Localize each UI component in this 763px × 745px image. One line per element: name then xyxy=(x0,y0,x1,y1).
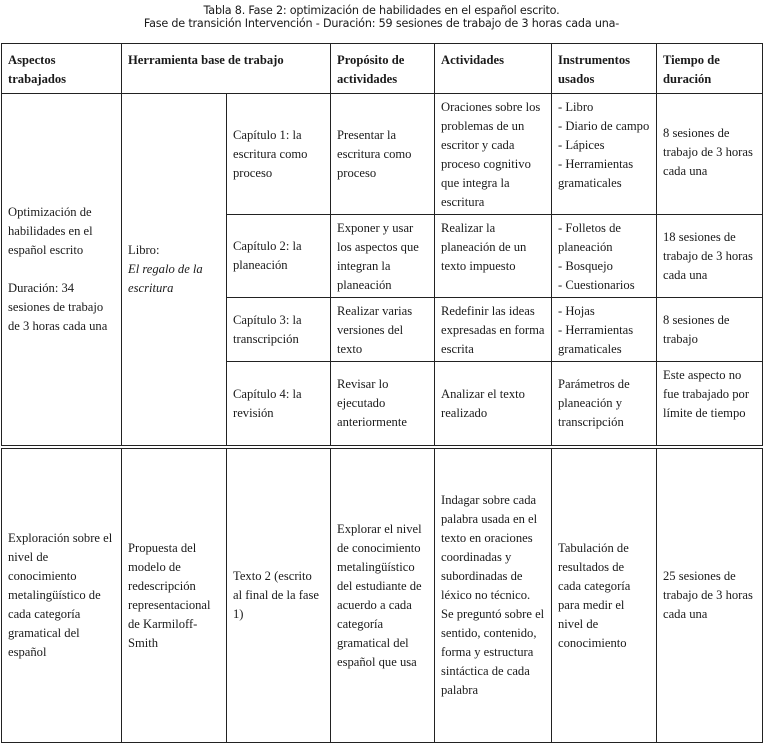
instrumentos-cell: Tabulación de resultados de cada categoría para medir el nivel de conocimiento xyxy=(552,449,657,743)
capitulo-cell: Capítulo 1: la escritura como proceso xyxy=(227,94,331,215)
aspecto-duracion: Duración: 34 sesiones de trabajo de 3 horas cada una xyxy=(8,281,108,333)
tiempo-cell: 18 sesiones de trabajo de 3 horas cada una xyxy=(657,215,763,298)
tiempo-cell: 8 sesiones de trabajo de 3 horas cada una xyxy=(657,94,763,215)
proposito-cell: Exponer y usar los aspectos que integran la planeación xyxy=(331,215,435,298)
texto-cell: Texto 2 (escrito al final de la fase 1) xyxy=(227,449,331,743)
header-herramienta: Herramienta base de trabajo xyxy=(122,44,331,94)
actividades-part-1: Indagar sobre cada palabra usada en el texto en oraciones coordinadas y subordinadas de léxico no técnico. xyxy=(441,493,538,602)
tiempo-cell: 8 sesiones de trabajo xyxy=(657,298,763,362)
header-tiempo: Tiempo de duración xyxy=(657,44,763,94)
capitulo-cell: Capítulo 3: la transcripción xyxy=(227,298,331,362)
instrumentos-cell xyxy=(552,215,657,298)
instrumento-item: - Herramientas gramaticales xyxy=(558,323,634,356)
table-row xyxy=(2,449,763,743)
header-row xyxy=(2,44,763,94)
instrumentos-cell xyxy=(552,362,657,446)
header-actividades: Actividades xyxy=(435,44,552,94)
libro-label: Libro: xyxy=(128,243,160,257)
instrumento-item: - Diario de campo xyxy=(558,119,650,133)
header-instrumentos: Instrumentos usados xyxy=(552,44,657,94)
actividades-cell: Redefinir las ideas expresadas en forma escrita xyxy=(435,298,552,362)
libro-cell xyxy=(122,94,227,446)
instrumento-item: - Lápices xyxy=(558,138,605,152)
exploracion-cell: Exploración sobre el nivel de conocimiento metalingüístico de cada categoría gramatical del español xyxy=(2,449,122,743)
caption-line-1: Tabla 8. Fase 2: optimización de habilidades en el español escrito. xyxy=(203,4,560,17)
header-aspectos: Aspectos trabajados xyxy=(2,44,122,94)
instrumentos-cell xyxy=(552,298,657,362)
caption-line-2: Fase de transición Intervención - Duración: 59 sesiones de trabajo de 3 horas cada una- xyxy=(143,17,620,30)
proposito-cell: Realizar varias versiones del texto xyxy=(331,298,435,362)
actividades-cell xyxy=(435,449,552,743)
phase-table xyxy=(1,43,763,743)
proposito-cell: Revisar lo ejecutado anteriormente xyxy=(331,362,435,446)
aspecto-title: Optimización de habilidades en el español escrito xyxy=(8,205,93,257)
instrumento-item: - Herramientas gramaticales xyxy=(558,157,634,190)
instrumento-item: Parámetros de planeación y transcripción xyxy=(558,377,630,429)
tiempo-cell: Este aspecto no fue trabajado por límite de tiempo xyxy=(657,362,763,446)
proposito-cell: Explorar el nivel de conocimiento metalingüístico del estudiante de acuerdo a cada categoría gramatical del español que usa xyxy=(331,449,435,743)
instrumento-item: - Hojas xyxy=(558,304,595,318)
libro-title: El regalo de la escritura xyxy=(128,262,203,295)
proposito-cell: Presentar la escritura como proceso xyxy=(331,94,435,215)
actividades-part-2: Se preguntó sobre el sentido, contenido, forma y estructura sintáctica de cada palabra xyxy=(441,607,545,697)
table-row xyxy=(2,94,763,215)
tiempo-cell: 25 sesiones de trabajo de 3 horas cada una xyxy=(657,449,763,743)
actividades-cell: Oraciones sobre los problemas de un escritor y cada proceso cognitivo que integra la escritura xyxy=(435,94,552,215)
propuesta-cell: Propuesta del modelo de redescripción representacional de Karmiloff-Smith xyxy=(122,449,227,743)
actividades-cell: Analizar el texto realizado xyxy=(435,362,552,446)
capitulo-cell: Capítulo 2: la planeación xyxy=(227,215,331,298)
instrumentos-cell xyxy=(552,94,657,215)
instrumento-item: - Bosquejo xyxy=(558,259,613,273)
instrumento-item: - Folletos de planeación xyxy=(558,221,621,254)
table-caption xyxy=(0,4,763,30)
actividades-cell: Realizar la planeación de un texto impuesto xyxy=(435,215,552,298)
capitulo-cell: Capítulo 4: la revisión xyxy=(227,362,331,446)
instrumento-item: - Cuestionarios xyxy=(558,278,635,292)
aspecto-cell xyxy=(2,94,122,446)
instrumento-item: - Libro xyxy=(558,100,594,114)
header-proposito: Propósito de actividades xyxy=(331,44,435,94)
